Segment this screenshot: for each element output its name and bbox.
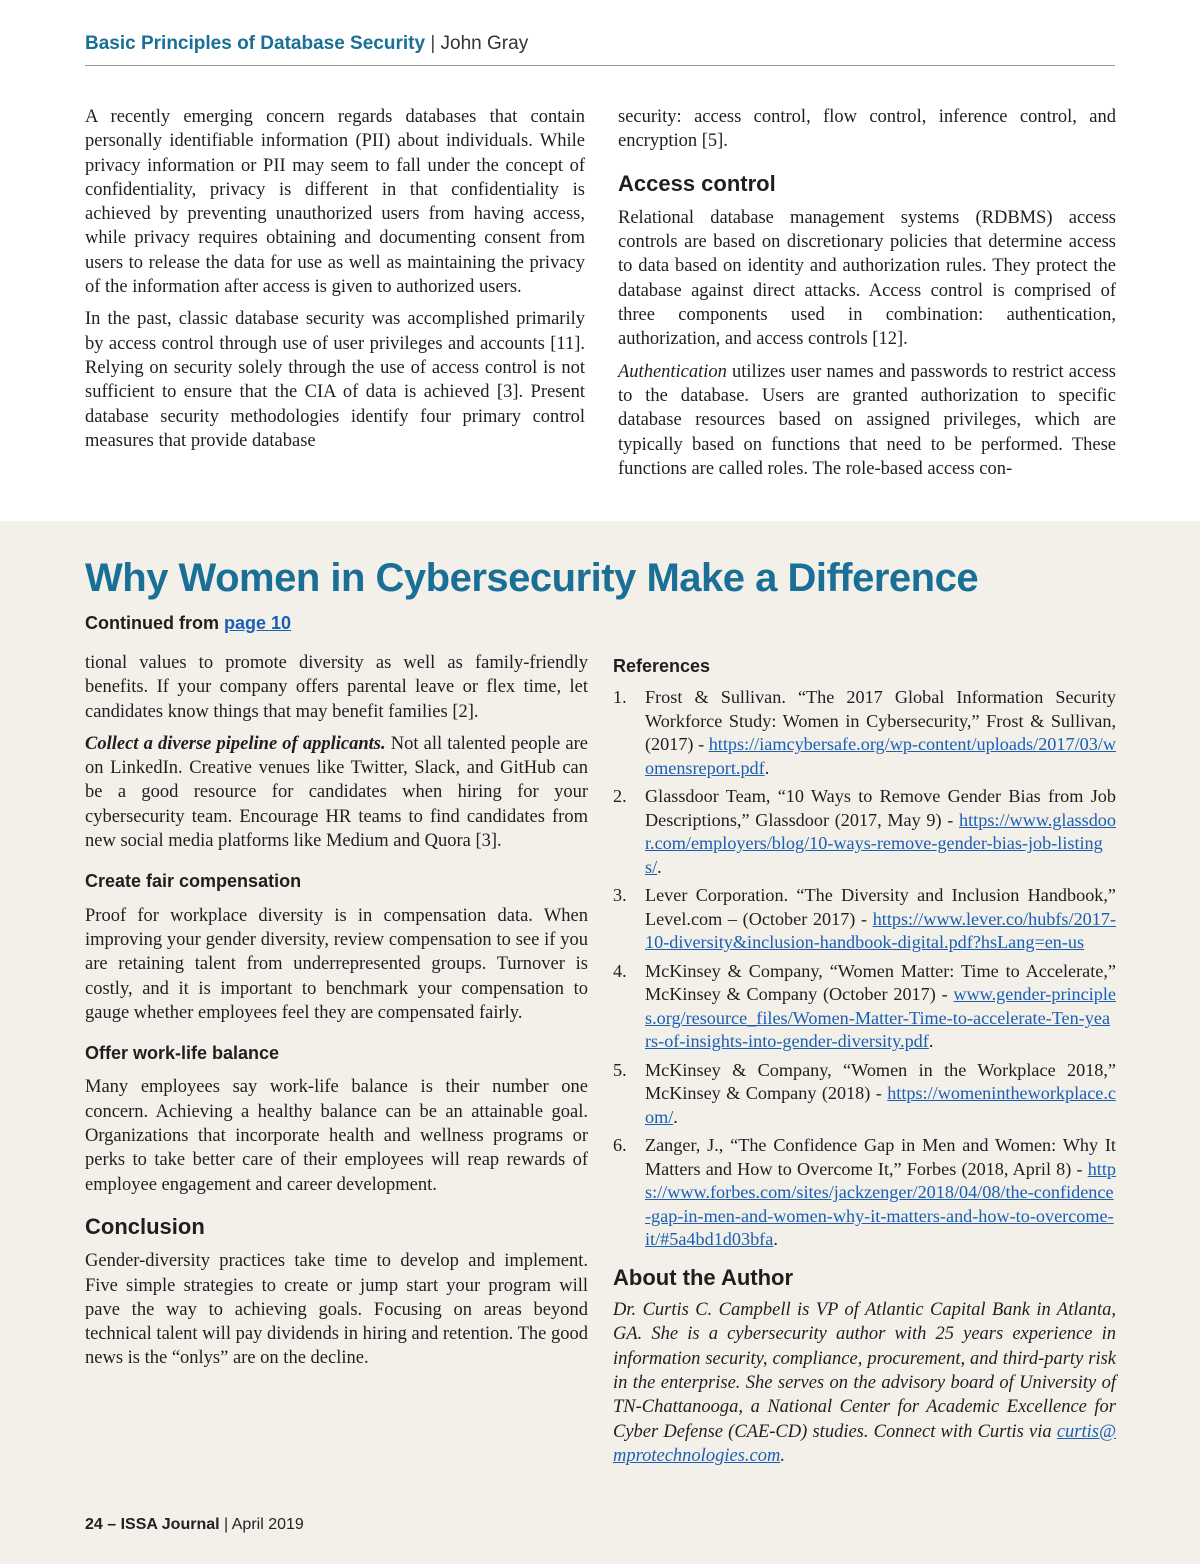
reference-number: 5.: [613, 1059, 627, 1080]
author-email-link[interactable]: curtis@mprotechnologies.com: [613, 1421, 1116, 1466]
reference-text: Frost & Sullivan. “The 2017 Global Information Security Workforce Study: Women in Cybersecurity,” Frost & Sullivan, (2017) -: [645, 687, 1116, 755]
reference-link[interactable]: https://www.lever.co/hubfs/2017-10-diversity&inclusion-handbook-digital.pdf?hsLang=en-us: [645, 908, 1116, 953]
bottom-left-column: [85, 651, 588, 1379]
reference-end: .: [764, 757, 770, 778]
lead-pipeline: Collect a diverse pipeline of applicants.: [85, 733, 386, 754]
reference-list: [613, 686, 1116, 1252]
paragraph-rdbms: Relational database management systems (RDBMS) access controls are based on discretionary policies that determine access to data based on identity and authorization rules. They protect the database against direct attacks. Access control is comprised of three components used in combination: authentication, authorization, and access controls [12].: [618, 207, 1116, 350]
heading-access-control: Access control: [618, 170, 776, 196]
paragraph-authentication: [618, 360, 1116, 481]
header-title: Basic Principles of Database Security: [85, 33, 426, 54]
reference-text: McKinsey & Company, “Women Matter: Time to Accelerate,” McKinsey & Company (October 2017) -: [645, 960, 1116, 1005]
paragraph-work-life: Many employees say work-life balance is their number one concern. Achieving a healthy balance can be an attainable goal. Organizations that incorporate health and wellness programs or perks to take better care of their employees will reap rewards of employee engagement and career development.: [85, 1077, 588, 1195]
footer-page-label: 24 – ISSA Journal: [85, 1516, 220, 1533]
paragraph-pipeline-text: Not all talented people are on LinkedIn. Creative venues like Twitter, Slack, and GitHub can be a good resource for candidates when hiring for your cybersecurity team. Encourage HR teams to find candidates from new social media platforms like Medium and Quora [3].: [85, 733, 588, 852]
paragraph-family-benefits: tional values to promote diversity as well as family-friendly benefits. If your company offers parental leave or flex time, let candidates know things that may benefit families [2].: [85, 653, 588, 722]
reference-link[interactable]: https://www.forbes.com/sites/jackzenger/2018/04/08/the-confidence-gap-in-men-and-women-why-it-matters-and-how-to-overcome-it/#5a4bd1d03bfa: [645, 1158, 1116, 1250]
heading-about-author: About the Author: [613, 1264, 794, 1290]
reference-item: [613, 884, 1116, 955]
continued-label: Continued from: [85, 613, 224, 633]
author-bio-end: .: [780, 1445, 785, 1466]
footer-date: April 2019: [231, 1516, 304, 1533]
reference-text: Lever Corporation. “The Diversity and Inclusion Handbook,” Level.com – (October 2017) -: [645, 885, 1116, 929]
reference-text: McKinsey & Company, “Women in the Workplace 2018,” McKinsey & Company (2018) -: [645, 1059, 1116, 1104]
reference-number: 6.: [613, 1135, 627, 1156]
heading-work-life-balance: Offer work-life balance: [85, 1043, 280, 1064]
reference-item: [613, 1134, 1116, 1252]
article-title: Why Women in Cybersecurity Make a Difference: [85, 556, 979, 600]
header-author: John Gray: [440, 33, 529, 54]
heading-conclusion: Conclusion: [85, 1213, 205, 1239]
heading-fair-compensation: Create fair compensation: [85, 871, 302, 892]
reference-end: .: [773, 1229, 778, 1250]
header-separator: |: [425, 33, 441, 54]
reference-number: 2.: [613, 786, 627, 807]
reference-link[interactable]: https://womenintheworkplace.com/: [645, 1083, 1116, 1127]
reference-link[interactable]: www.gender-principles.org/resource_files/Women-Matter-Time-to-accelerate-Ten-years-of-insights-into-gender-diversity.pdf: [645, 984, 1116, 1052]
reference-text: Zanger, J., “The Confidence Gap in Men and Women: Why It Matters and How to Overcome It,” Forbes (2018, April 8) -: [645, 1135, 1116, 1179]
continued-from: [85, 613, 291, 634]
reference-item: [613, 1059, 1116, 1130]
reference-item: [613, 960, 1116, 1054]
paragraph-conclusion: Gender-diversity practices take time to develop and implement. Five simple strategies to create or jump start your program will pave the way to achieving goals. Focusing on areas beyond technical talent will pay dividends in hiring and retention. The good news is the “onlys” are on the decline.: [85, 1251, 588, 1369]
author-bio-text: Dr. Curtis C. Campbell is VP of Atlantic Capital Bank in Atlanta, GA. She is a cybersecurity author with 25 years experience in information security, compliance, procurement, and third-party risk in the enterprise. She serves on the advisory board of University of TN-Chattanooga, a National Center for Academic Excellence for Cyber Defense (CAE-CD) studies. Connect with Curtis via: [613, 1300, 1116, 1442]
author-bio: [613, 1298, 1116, 1468]
term-authentication: Authentication: [618, 361, 727, 382]
reference-link[interactable]: https://www.glassdoor.com/employers/blog/10-ways-remove-gender-bias-job-listings/: [645, 809, 1116, 877]
top-right-column: [618, 105, 1116, 489]
reference-item: [613, 785, 1116, 879]
running-header: [85, 33, 1115, 66]
top-left-column: [85, 105, 585, 461]
page-footer: [85, 1516, 304, 1534]
paragraph-compensation: Proof for workplace diversity is in compensation data. When improving your gender diversity, review compensation to see if you are retaining talent from underrepresented groups. Turnover is costly, and it is important to benchmark your compensation to gauge whether employees feel they are compensated fairly.: [85, 905, 588, 1023]
paragraph-security-measures: security: access control, flow control, inference control, and encryption [5].: [618, 107, 1116, 152]
reference-text: Glassdoor Team, “10 Ways to Remove Gender Bias from Job Descriptions,” Glassdoor (2017, May 9) -: [645, 786, 1116, 830]
continued-page-link[interactable]: page 10: [223, 613, 292, 633]
reference-number: 4.: [613, 960, 627, 981]
reference-end: .: [928, 1031, 934, 1052]
reference-item: [613, 686, 1116, 780]
paragraph-classic-security: In the past, classic database security was accomplished primarily by access control through use of user privileges and accounts [11]. Relying on security solely through the use of access control is not sufficient to ensure that the CIA of data is achieved [3]. Present database security methodologies identify four primary control measures that provide database: [85, 309, 585, 451]
reference-number: 1.: [613, 687, 627, 708]
reference-link[interactable]: https://iamcybersafe.org/wp-content/uploads/2017/03/womensreport.pdf: [645, 734, 1116, 778]
reference-end: .: [657, 856, 662, 877]
paragraph-pipeline: [85, 732, 588, 853]
bottom-right-column: [613, 654, 1116, 1468]
reference-end: .: [673, 1106, 678, 1127]
paragraph-pii: A recently emerging concern regards databases that contain personally identifiable information (PII) about individuals. While privacy information or PII may seem to fall under the concept of confidentiality, privacy is different in that confidentiality is achieved by preventing unauthorized users from having access, while privacy requires obtaining and documenting consent from users to release the data for use as well as maintaining the privacy of the information after access is given to authorized users.: [85, 107, 585, 298]
footer-separator: |: [219, 1516, 232, 1533]
heading-references: References: [613, 656, 711, 676]
paragraph-authentication-text: utilizes user names and passwords to restrict access to the database. Users are granted authorization to specific database resources based on assigned privileges, which are typically based on functions that need to be performed. These functions are called roles. The role-based access con-: [618, 361, 1116, 479]
reference-number: 3.: [613, 885, 627, 906]
